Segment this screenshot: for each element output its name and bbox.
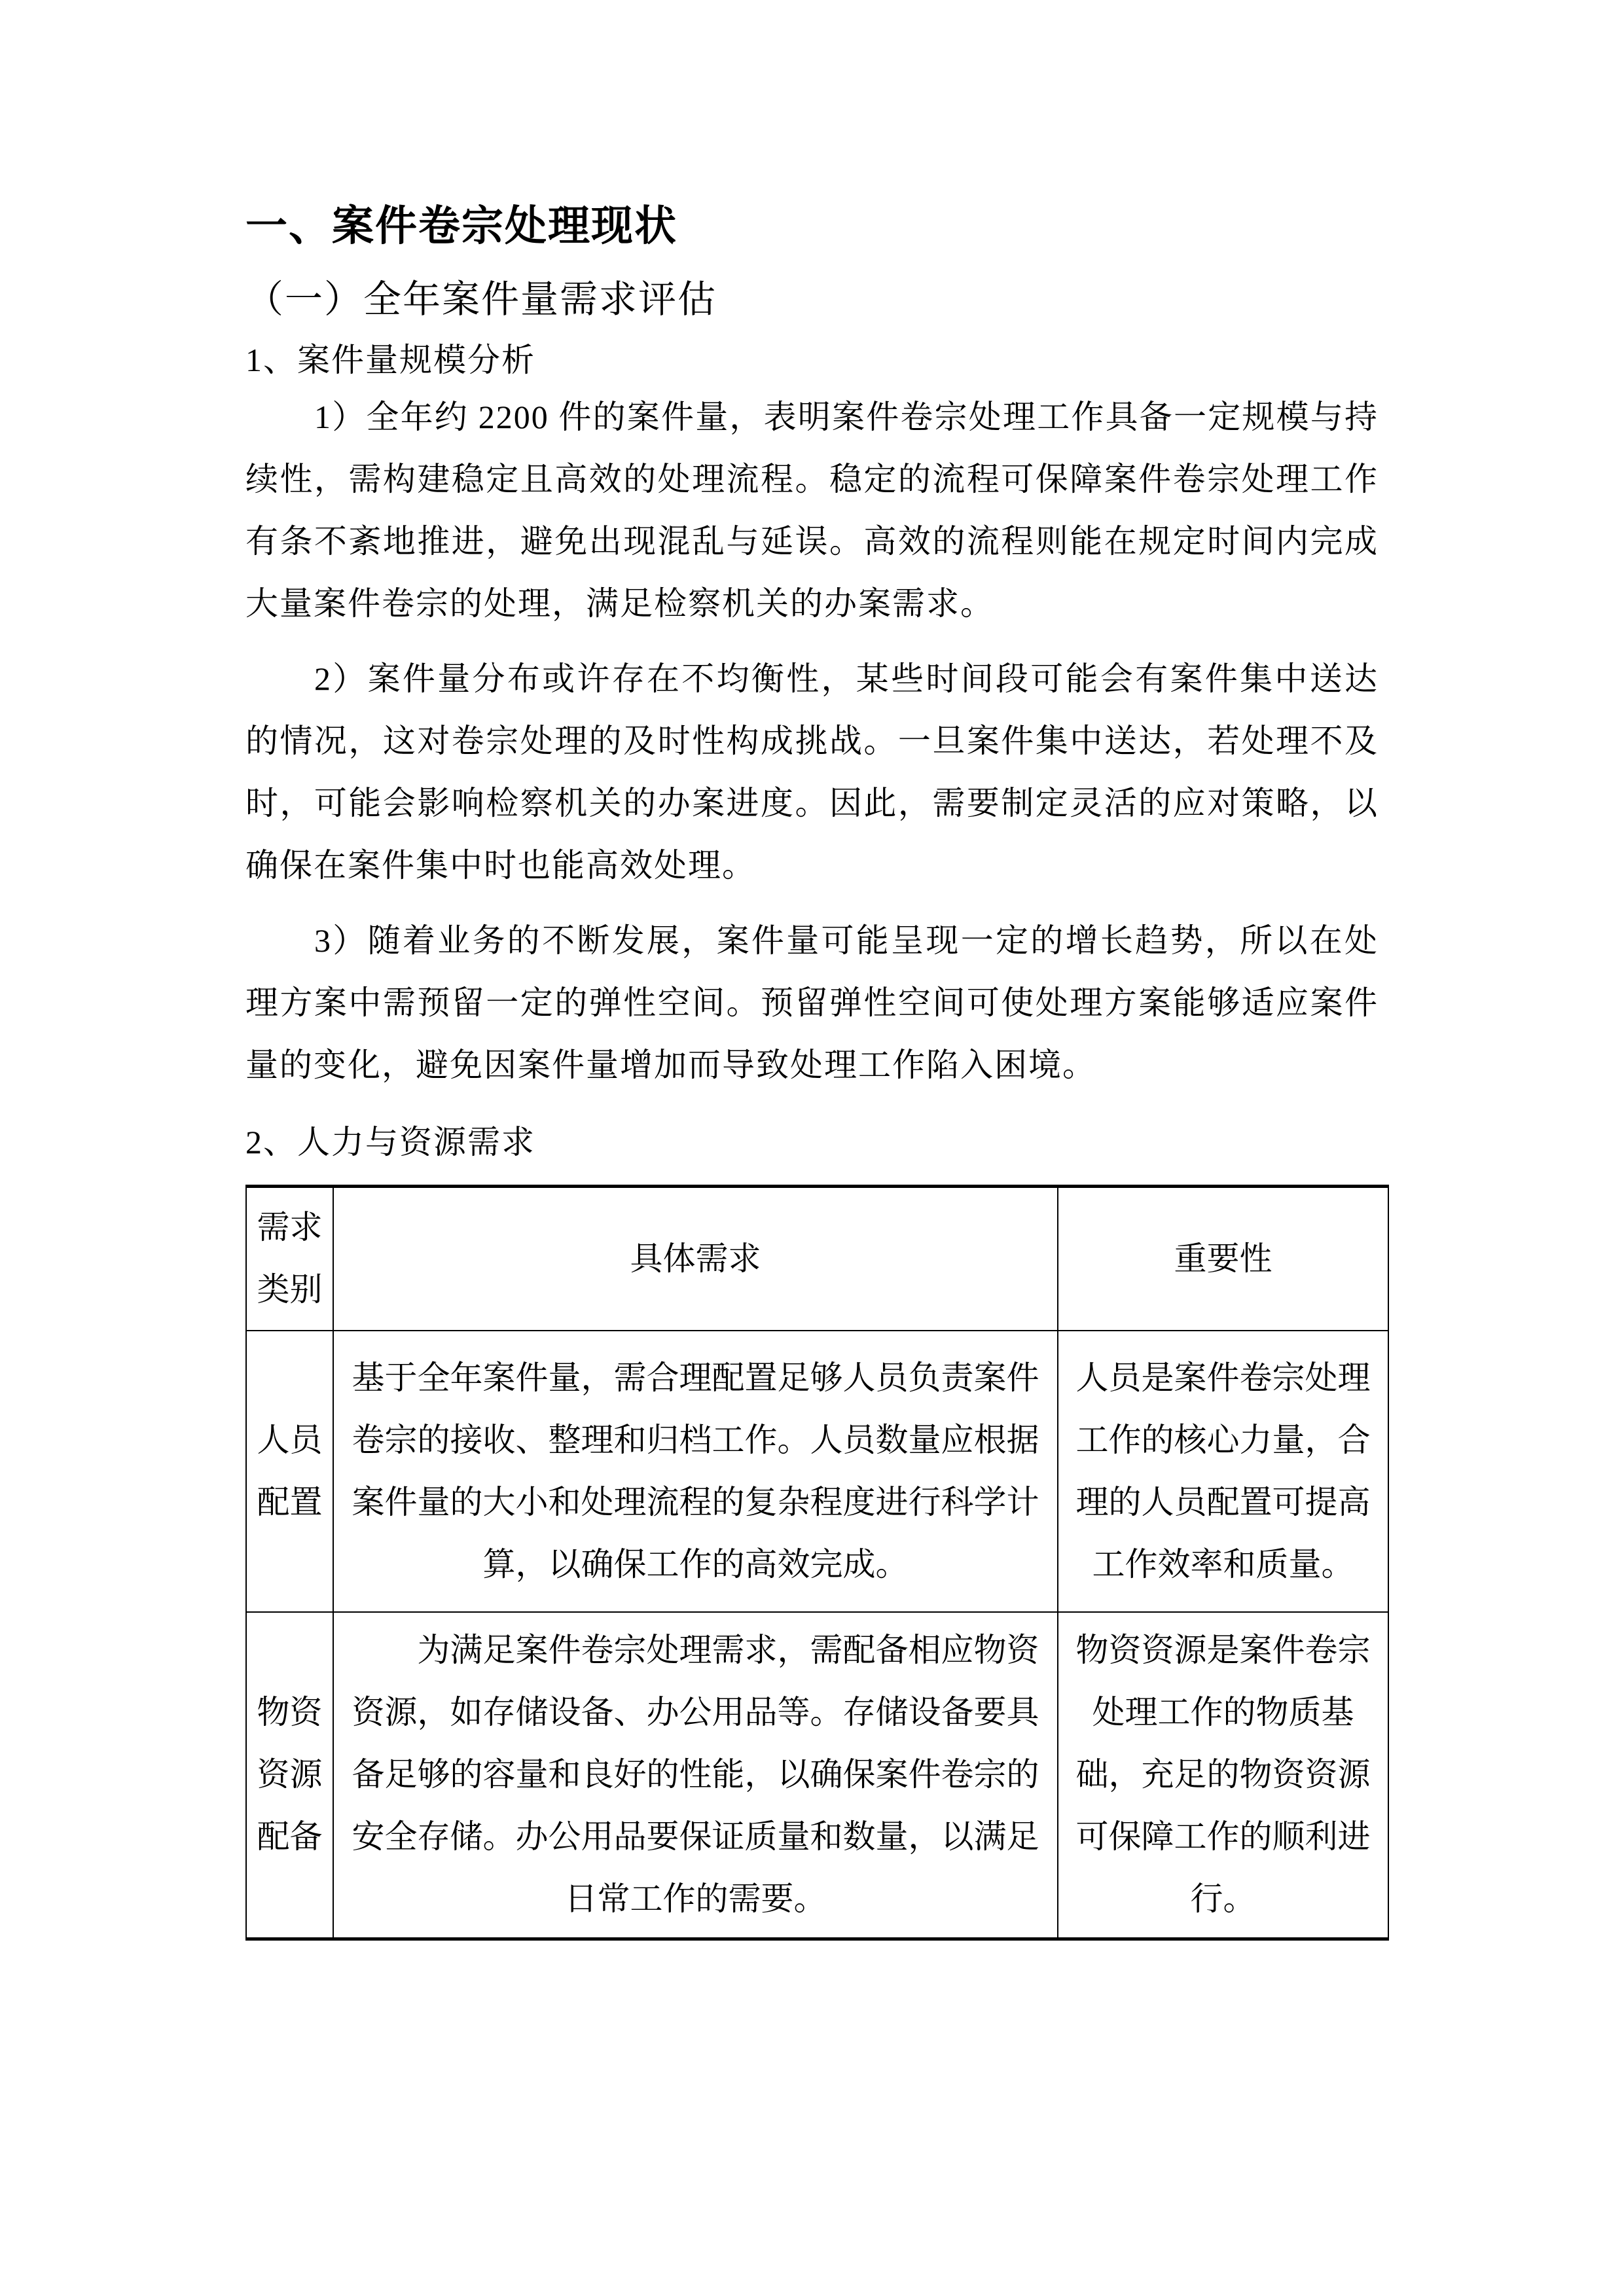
cell-requirement-material: 为满足案件卷宗处理需求，需配备相应物资资源，如存储设备、办公用品等。存储设备要具备足够的容量和良好的性能，以确保案件卷宗的安全存储。办公用品要保证质量和数量，以满足日常工作的需要。 [333, 1612, 1058, 1939]
column-header-requirement: 具体需求 [333, 1187, 1058, 1331]
sub-heading-resources: 2、人力与资源需求 [245, 1124, 535, 1160]
paragraph-growth-trend: 3）随着业务的不断发展，案件量可能呈现一定的增长趋势，所以在处理方案中需预留一定的弹性空间。预留弹性空间可使处理方案能够适应案件量的变化，避免因案件量增加而导致处理工作陷入困境。 [245, 922, 1379, 1083]
table-row [246, 1331, 1388, 1612]
column-header-importance: 重要性 [1058, 1187, 1388, 1331]
cell-importance-personnel: 人员是案件卷宗处理工作的核心力量，合理的人员配置可提高工作效率和质量。 [1058, 1331, 1388, 1612]
cell-requirement-personnel: 基于全年案件量，需合理配置足够人员负责案件卷宗的接收、整理和归档工作。人员数量应根据案件量的大小和处理流程的复杂程度进行科学计算，以确保工作的高效完成。 [333, 1331, 1058, 1612]
paragraph-distribution: 2）案件量分布或许存在不均衡性，某些时间段可能会有案件集中送达的情况，这对卷宗处理的及时性构成挑战。一旦案件集中送达，若处理不及时，可能会影响检察机关的办案进度。因此，需要制定灵活的应对策略，以确保在案件集中时也能高效处理。 [245, 660, 1379, 884]
cell-category-material: 物资资源配备 [246, 1612, 333, 1939]
section-heading: （一）全年案件量需求评估 [245, 278, 717, 321]
cell-importance-material: 物资资源是案件卷宗处理工作的物质基础，充足的物资资源可保障工作的顺利进行。 [1058, 1612, 1388, 1939]
cell-category-personnel: 人员配置 [246, 1331, 333, 1612]
page-title: 一、案件卷宗处理现状 [245, 202, 677, 249]
sub-heading-case-scale: 1、案件量规模分析 [245, 342, 535, 378]
table-header-row [246, 1187, 1388, 1331]
paragraph-case-volume: 1）全年约 2200 件的案件量，表明案件卷宗处理工作具备一定规模与持续性，需构建稳定且高效的处理流程。稳定的流程可保障案件卷宗处理工作有条不紊地推进，避免出现混乱与延误。高效的流程则能在规定时间内完成大量案件卷宗的处理，满足检察机关的办案需求。 [245, 399, 1379, 622]
table-row [246, 1612, 1388, 1939]
requirements-table [245, 1185, 1389, 1941]
column-header-category: 需求类别 [246, 1187, 333, 1331]
